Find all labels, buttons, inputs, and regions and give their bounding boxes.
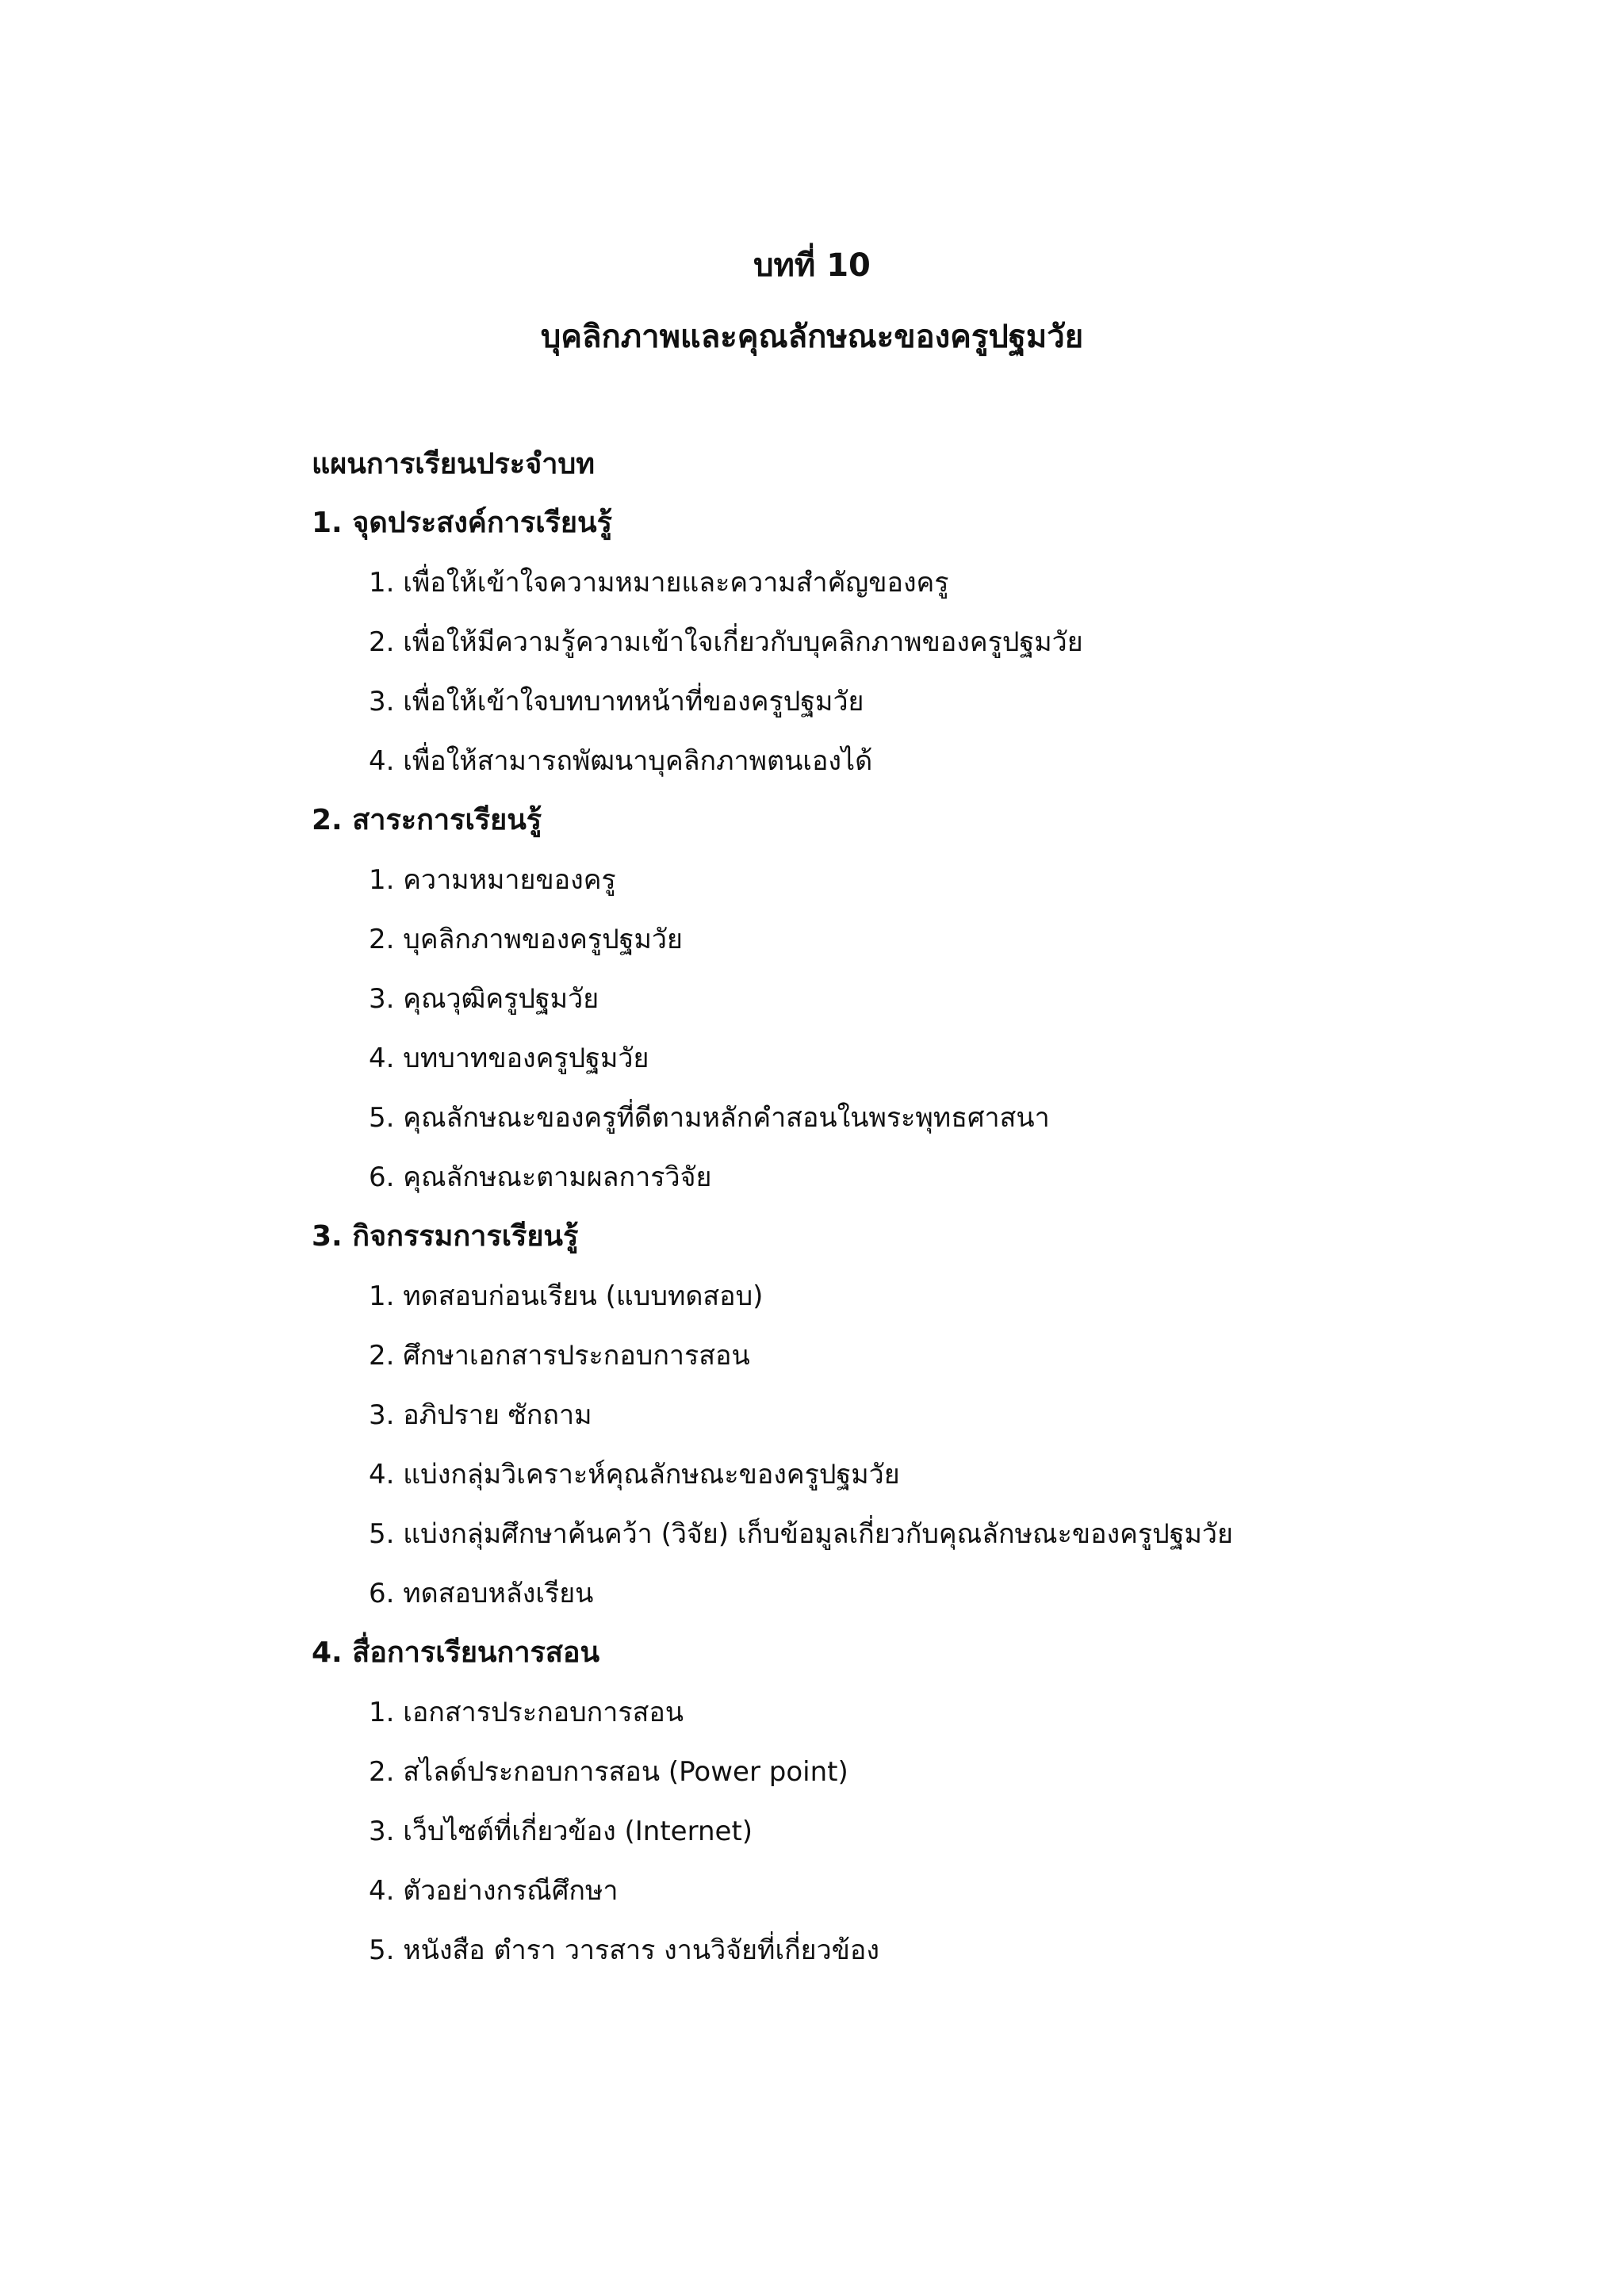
chapter-plan bbox=[312, 444, 1422, 1989]
list-item: 5. แบ่งกลุ่มศึกษาค้นคว้า (วิจัย) เก็บข้อมูลเกี่ยวกับคุณลักษณะของครูปฐมวัย bbox=[369, 1518, 1233, 1550]
section-objectives bbox=[312, 503, 1422, 782]
list-item: 2. บุคลิกภาพของครูปฐมวัย bbox=[369, 924, 683, 955]
list-item: 4. ตัวอย่างกรณีศึกษา bbox=[369, 1875, 619, 1907]
section-media bbox=[312, 1632, 1422, 1971]
section-activities bbox=[312, 1216, 1422, 1614]
list-item: 1. เอกสารประกอบการสอน bbox=[369, 1697, 684, 1728]
list-item: 2. เพื่อให้มีความรู้ความเข้าใจเกี่ยวกับบุคลิกภาพของครูปฐมวัย bbox=[369, 626, 1083, 658]
list-item: 1. เพื่อให้เข้าใจความหมายและความสำคัญของครู bbox=[369, 567, 949, 599]
section-heading: 3. กิจกรรมการเรียนรู้ bbox=[312, 1220, 579, 1253]
media-list bbox=[312, 1692, 1422, 1971]
section-heading: 4. สื่อการเรียนการสอน bbox=[312, 1636, 600, 1669]
list-item: 3. เว็บไซต์ที่เกี่ยวข้อง (Internet) bbox=[369, 1816, 753, 1847]
objectives-list bbox=[312, 562, 1422, 782]
list-item: 1. ทดสอบก่อนเรียน (แบบทดสอบ) bbox=[369, 1280, 764, 1312]
section-content bbox=[312, 800, 1422, 1198]
list-item: 6. ทดสอบหลังเรียน bbox=[369, 1578, 594, 1609]
activities-list bbox=[312, 1276, 1422, 1614]
list-item: 3. อภิปราย ซักถาม bbox=[369, 1399, 592, 1431]
section-heading: 2. สาระการเรียนรู้ bbox=[312, 804, 542, 836]
section-heading: 1. จุดประสงค์การเรียนรู้ bbox=[312, 507, 612, 539]
list-item: 4. เพื่อให้สามารถพัฒนาบุคลิกภาพตนเองได้ bbox=[369, 745, 873, 777]
list-item: 6. คุณลักษณะตามผลการวิจัย bbox=[369, 1161, 712, 1193]
list-item: 4. บทบาทของครูปฐมวัย bbox=[369, 1043, 649, 1074]
list-item: 3. คุณวุฒิครูปฐมวัย bbox=[369, 983, 599, 1015]
chapter-title: บุคลิกภาพและคุณลักษณะของครูปฐมวัย bbox=[540, 319, 1084, 355]
content-list bbox=[312, 859, 1422, 1198]
list-item: 2. ศึกษาเอกสารประกอบการสอน bbox=[369, 1340, 750, 1372]
chapter-number: บทที่ 10 bbox=[753, 247, 871, 284]
list-item: 4. แบ่งกลุ่มวิเคราะห์คุณลักษณะของครูปฐมวัย bbox=[369, 1459, 900, 1490]
list-item: 1. ความหมายของครู bbox=[369, 864, 616, 896]
list-item: 5. คุณลักษณะของครูที่ดีตามหลักคำสอนในพระพุทธศาสนา bbox=[369, 1102, 1050, 1134]
list-item: 3. เพื่อให้เข้าใจบทบาทหน้าที่ของครูปฐมวัย bbox=[369, 686, 864, 718]
list-item: 2. สไลด์ประกอบการสอน (Power point) bbox=[369, 1756, 848, 1788]
plan-heading: แผนการเรียนประจำบท bbox=[312, 448, 596, 480]
list-item: 5. หนังสือ ตำรา วารสาร งานวิจัยที่เกี่ยวข้อง bbox=[369, 1934, 879, 1966]
